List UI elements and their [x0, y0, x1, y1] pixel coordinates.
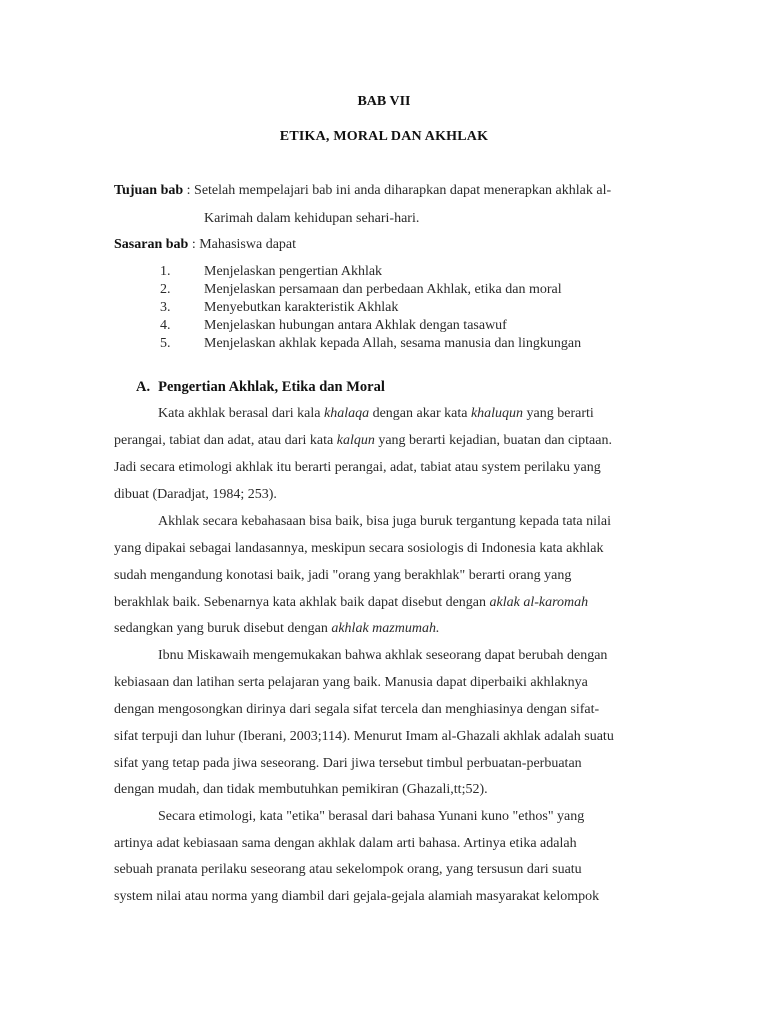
paragraph-2-line-5	[114, 621, 439, 637]
paragraph-4-line-4: system nilai atau norma yang diambil dari gejala-gejala alamiah masyarakat kelompok	[114, 889, 600, 904]
section-a-heading	[136, 379, 385, 396]
section-a-title: Pengertian Akhlak, Etika dan Moral	[158, 379, 385, 395]
paragraph-3-line-1: Ibnu Miskawaih mengemukakan bahwa akhlak seseorang dapat berubah dengan	[158, 648, 608, 663]
text-run: yang berarti	[523, 406, 594, 421]
chapter-number: BAB VII	[357, 94, 411, 109]
objective-item: Menyebutkan karakteristik Akhlak	[204, 300, 399, 315]
paragraph-2-line-3: sudah mengandung konotasi baik, jadi "orang yang berakhlak" berarti orang yang	[114, 568, 572, 583]
text-run: berakhlak baik. Sebenarnya kata akhlak baik dapat disebut dengan	[114, 595, 490, 610]
text-run: perangai, tabiat dan adat, atau dari kata	[114, 433, 337, 448]
paragraph-2-line-4	[114, 595, 588, 611]
objective-item: Menjelaskan akhlak kepada Allah, sesama manusia dan lingkungan	[204, 336, 582, 351]
objective-item: Menjelaskan persamaan dan perbedaan Akhlak, etika dan moral	[204, 282, 562, 297]
chapter-title: ETIKA, MORAL DAN AKHLAK	[279, 129, 489, 144]
text-run: dengan akar kata	[369, 406, 471, 421]
paragraph-1-line-1	[158, 406, 594, 422]
tujuan-line-1	[114, 183, 611, 199]
text-run: yang berarti kejadian, buatan dan ciptaan.	[374, 433, 612, 448]
italic-term: akhlak mazmumah.	[331, 621, 440, 636]
tujuan-label: Tujuan bab	[114, 183, 184, 198]
paragraph-2-line-1: Akhlak secara kebahasaan bisa baik, bisa juga buruk tergantung kepada tata nilai	[158, 514, 612, 529]
italic-term: aklak al-karomah	[489, 595, 589, 610]
paragraph-3-line-4: sifat terpuji dan luhur (Iberani, 2003;114). Menurut Imam al-Ghazali akhlak adalah suatu	[114, 729, 614, 744]
paragraph-4-line-1: Secara etimologi, kata "etika" berasal dari bahasa Yunani kuno "ethos" yang	[158, 809, 585, 824]
text-run: sedangkan yang buruk disebut dengan	[114, 621, 332, 636]
paragraph-4-line-2: artinya adat kebiasaan sama dengan akhlak dalam arti bahasa. Artinya etika adalah	[114, 836, 577, 851]
section-a-letter: A.	[136, 379, 151, 395]
sasaran-text: : Mahasiswa dapat	[188, 237, 297, 252]
objective-item: Menjelaskan hubungan antara Akhlak dengan tasawuf	[204, 318, 507, 333]
objective-number: 3.	[160, 300, 171, 315]
objective-number: 2.	[160, 282, 171, 297]
italic-term: khaluqun	[470, 406, 524, 421]
paragraph-2-line-2: yang dipakai sebagai landasannya, meskipun secara sosiologis di Indonesia kata akhlak	[114, 541, 604, 556]
sasaran-label: Sasaran bab	[114, 237, 189, 252]
objective-number: 5.	[160, 336, 171, 351]
paragraph-4-line-3: sebuah pranata perilaku seseorang atau sekelompok orang, yang tersusun dari suatu	[114, 862, 582, 877]
paragraph-3-line-3: dengan mengosongkan dirinya dari segala sifat tercela dan menghiasinya dengan sifat-	[114, 702, 600, 717]
paragraph-3-line-2: kebiasaan dan latihan serta pelajaran yang baik. Manusia dapat diperbaiki akhlaknya	[114, 675, 588, 690]
paragraph-1-line-2	[114, 433, 612, 449]
italic-term: kalqun	[336, 433, 375, 448]
paragraph-3-line-6: dengan mudah, dan tidak membutuhkan pemikiran (Ghazali,tt;52).	[114, 782, 488, 797]
text-run: Kata akhlak berasal dari kala	[158, 406, 324, 421]
paragraph-1-line-3: Jadi secara etimologi akhlak itu berarti perangai, adat, tabiat atau system perilaku yang	[114, 460, 601, 475]
italic-term: khalaqa	[323, 406, 370, 421]
tujuan-text-2: Karimah dalam kehidupan sehari-hari.	[204, 211, 420, 226]
tujuan-text-1: : Setelah mempelajari bab ini anda diharapkan dapat menerapkan akhlak al-	[183, 183, 612, 198]
objective-item: Menjelaskan pengertian Akhlak	[204, 264, 383, 279]
paragraph-3-line-5: sifat yang tetap pada jiwa seseorang. Dari jiwa tersebut timbul perbuatan-perbuatan	[114, 756, 582, 771]
objective-number: 1.	[160, 264, 171, 279]
paragraph-1-line-4: dibuat (Daradjat, 1984; 253).	[114, 487, 277, 502]
objective-number: 4.	[160, 318, 171, 333]
sasaran-line	[114, 237, 296, 253]
